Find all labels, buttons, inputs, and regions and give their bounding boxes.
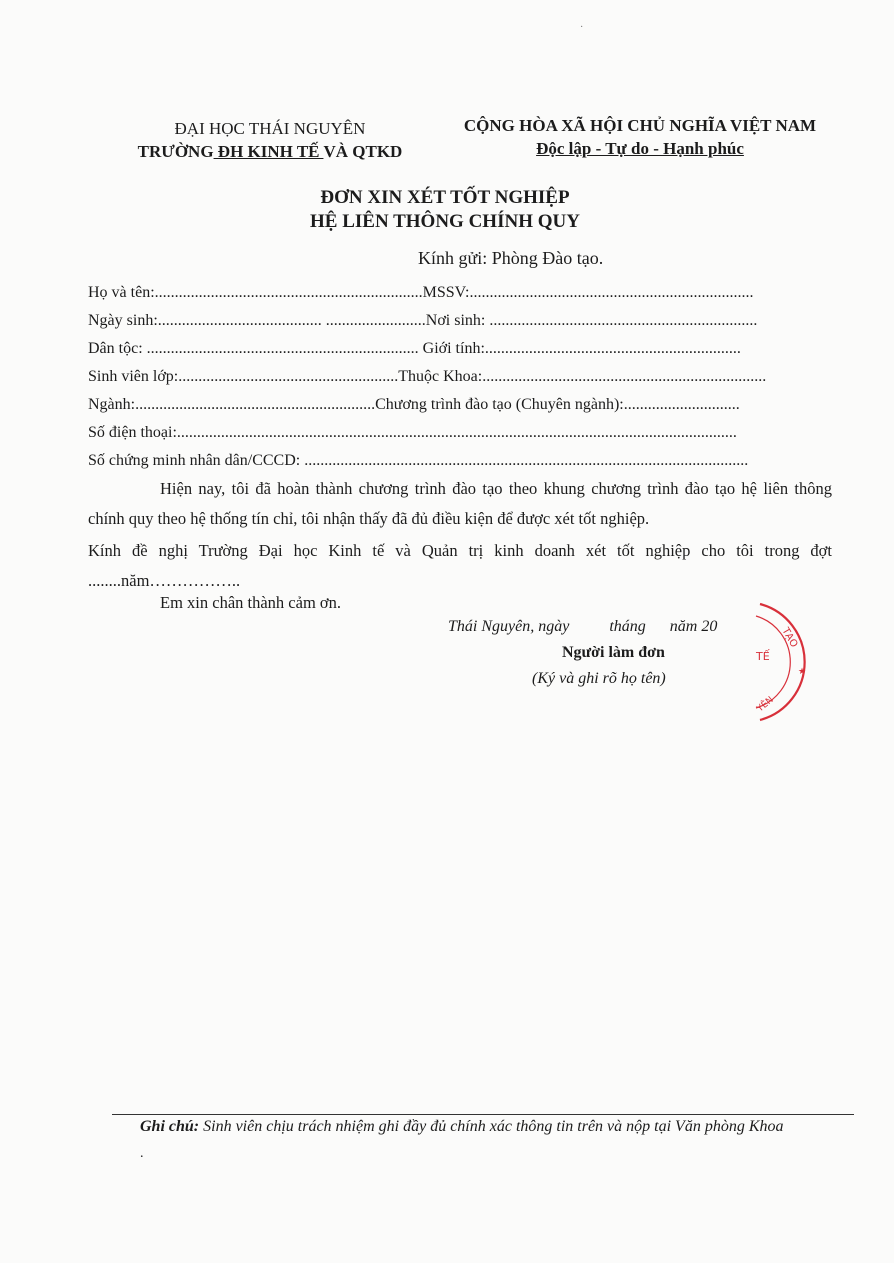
field-class-faculty[interactable]: Sinh viên lớp:.......................................................Thuộc Khoa:....................................................................... bbox=[88, 368, 767, 385]
body-paragraph-3: Em xin chân thành cảm ơn. bbox=[160, 593, 342, 612]
university-name: ĐẠI HỌC THÁI NGUYÊN bbox=[174, 119, 366, 138]
field-birthdate-birthplace[interactable]: Ngày sinh:......................................... .........................Nơi sinh: ................................................................... bbox=[88, 312, 758, 329]
national-header bbox=[440, 114, 840, 160]
note-text: Sinh viên chịu trách nhiệm ghi đầy đủ chính xác thông tin trên và nộp tại Văn phòng Khoa bbox=[199, 1118, 784, 1135]
field-phone[interactable]: Số điện thoại:............................................................................................................................................ bbox=[88, 424, 737, 441]
footer-note bbox=[140, 1118, 783, 1136]
place-date: Thái Nguyên, ngày tháng năm 20 bbox=[448, 618, 718, 635]
body-paragraph-2: Kính đề nghị Trường Đại học Kinh tế và Quản trị kinh doanh xét tốt nghiệp cho tôi trong đợt ........năm…………….. bbox=[88, 541, 832, 590]
field-id-number[interactable]: Số chứng minh nhân dân/CCCD: ............................................................................................................... bbox=[88, 452, 749, 469]
title-line-2: HỆ LIÊN THÔNG CHÍNH QUY bbox=[310, 211, 580, 232]
scan-mark: · bbox=[580, 22, 584, 33]
signature-block bbox=[440, 614, 770, 692]
body-paragraph-1: Hiện nay, tôi đã hoàn thành chương trình đào tạo theo khung chương trình đào tạo hệ liên thông chính quy theo hệ thống tín chỉ, tôi nhận thấy đã đủ điều kiện để được xét tốt nghiệp. bbox=[88, 479, 832, 528]
stamp-text-bottom: YÊN bbox=[755, 695, 776, 715]
signature-instruction: (Ký và ghi rõ họ tên) bbox=[532, 670, 666, 687]
footer-dot: . bbox=[140, 1146, 144, 1161]
signer-title: Người làm đơn bbox=[562, 644, 665, 661]
field-major-program[interactable]: Ngành:............................................................Chương trình đào tạo (Chuyên ngành):............................. bbox=[88, 396, 740, 413]
note-label: Ghi chú: bbox=[140, 1118, 200, 1135]
national-motto: Độc lập - Tự do - Hạnh phúc bbox=[536, 139, 744, 158]
field-ethnicity-gender[interactable]: Dân tộc: .................................................................... Giới tính:................................................................ bbox=[88, 340, 741, 357]
document-title bbox=[220, 186, 670, 234]
note-divider bbox=[112, 1114, 854, 1115]
country-name: CỘNG HÒA XÃ HỘI CHỦ NGHĨA VIỆT NAM bbox=[463, 116, 817, 135]
faculty-name: TRƯỜNG ĐH KINH TẾ VÀ QTKD bbox=[137, 142, 403, 161]
stamp-star-icon: ★ bbox=[798, 666, 807, 676]
title-line-1: ĐƠN XIN XÉT TỐT NGHIỆP bbox=[320, 187, 570, 208]
stamp-text-mid: TẾ bbox=[756, 650, 770, 663]
university-header bbox=[120, 117, 420, 163]
field-name-student-id[interactable]: Họ và tên:...................................................................MSSV:....................................................................... bbox=[88, 284, 754, 301]
stamp-text-top: TẠO bbox=[779, 626, 800, 650]
official-stamp bbox=[738, 598, 818, 728]
recipient-line: Kính gửi: Phòng Đào tạo. bbox=[418, 248, 604, 268]
